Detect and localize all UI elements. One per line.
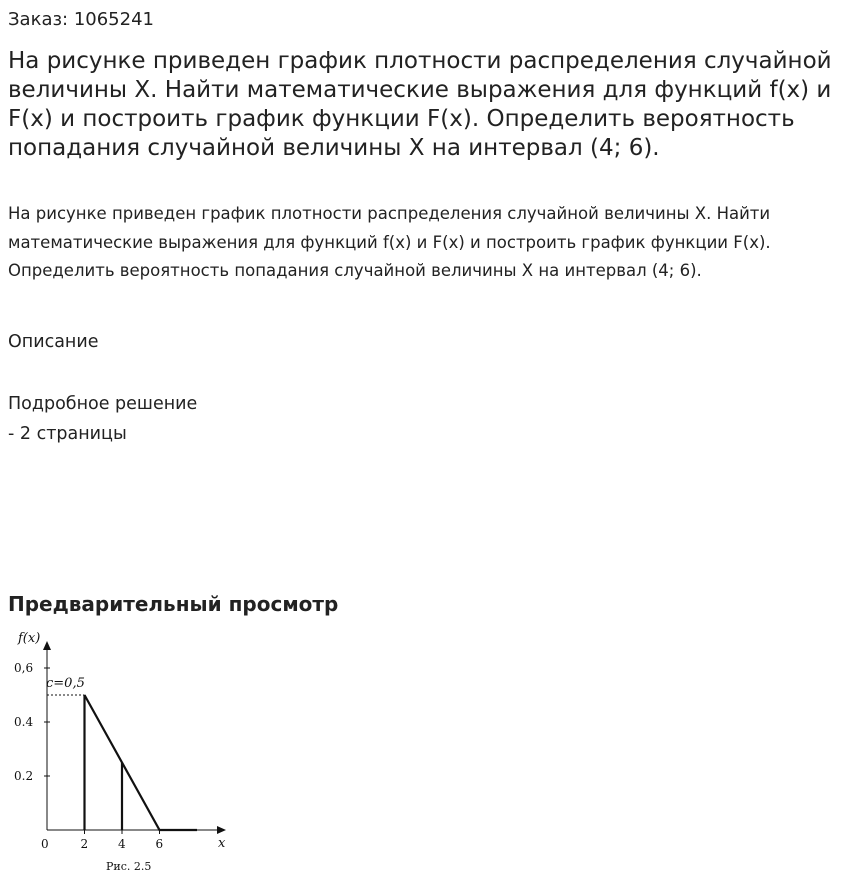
description-label: Описание	[8, 332, 99, 352]
preview-heading: Предварительный просмотр	[8, 592, 339, 616]
density-line	[85, 695, 198, 830]
y-axis-label: f(x)	[18, 631, 41, 646]
x-tick-label: 2	[80, 837, 89, 851]
task-description: На рисунке приведен график плотности распределения случайной величины X. Найти математические выражения для функций f(x) и F(x) и построить график функции F(x). Определить вероятность попадания случайной величины X на интервал (4; 6).	[8, 204, 771, 280]
y-axis-arrow	[43, 641, 51, 650]
pages-count: - 2 страницы	[8, 424, 127, 444]
y-tick-label: 0.4	[14, 715, 34, 729]
preview-figure	[0, 625, 260, 885]
x-tick-label: 4	[118, 837, 126, 851]
page-title: На рисунке приведен график плотности распределения случайной величины X. Найти математические выражения для функций f(x) и F(x) и построить график функции F(x). Определить вероятность попадания случайной величины X на интервал (4; 6).	[8, 48, 832, 161]
x-tick-label: 0	[41, 837, 49, 851]
density-chart	[0, 625, 260, 885]
order-number: Заказ: 1065241	[8, 9, 154, 30]
solution-label: Подробное решение	[8, 394, 198, 414]
y-tick-label: 0,6	[14, 661, 34, 675]
x-tick-label: 6	[155, 837, 164, 851]
x-axis-arrow	[217, 826, 226, 834]
x-axis-label: x	[218, 836, 226, 851]
y-tick-label: 0.2	[14, 769, 34, 783]
figure-caption: Рис. 2.5	[106, 860, 152, 873]
annotation-c: c=0,5	[46, 676, 85, 691]
